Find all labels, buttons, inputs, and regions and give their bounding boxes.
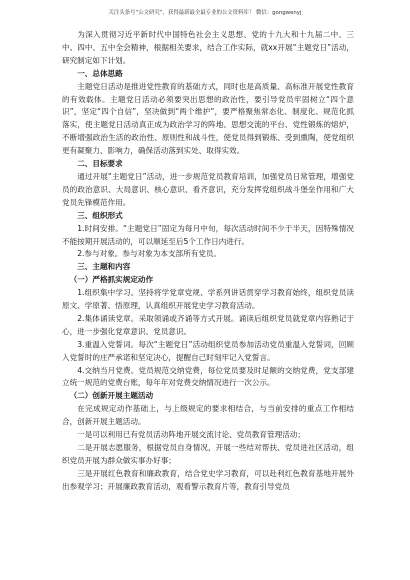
paragraph: 1.组织集中学习。坚持将学党章党规、学系列讲话贯穿学习教育始终，组织党员读原文、学原著、悟原理，认真组织开展党史学习教育活动。	[62, 288, 354, 311]
paragraph: 2.参与对象。参与对象为本支部所有党员。	[77, 249, 222, 259]
document-body	[62, 29, 354, 494]
section-heading: 二、目标要求	[77, 159, 123, 169]
paragraph: 在完成规定动作基础上，与上级规定的要求相结合，与当前安排的重点工作相结合，创新开展主题活动。	[62, 404, 354, 427]
paragraph: 通过开展“主题党日”活动，进一步规范党员教育培训，加强党员日常管理，增强党员的政治意识、大局意识、核心意识、看齐意识，充分发挥党组织战斗堡垒作用和广大党员先锋模范作用。	[62, 171, 354, 207]
section-heading: 三、主题和内容	[77, 262, 131, 272]
paragraph: 4.交纳当月党费。党员规范交纳党费，每位党员要及时足额的交纳党费，党支部建立统一规范的党费台账，每年年对党费交纳情况进行一次公示。	[62, 365, 354, 388]
paragraph: 3.重温入党誓词。每次“主题党日”活动组织党员参加活动党员重温入党誓词，回顾入党誓时的庄严承诺和坚定决心，提醒自己时刻牢记入党誓言。	[62, 339, 354, 362]
paragraph: 2.集体诵读党章。采取领诵或齐诵等方式开展。诵读后组织党员就党章内容熟记于心，进一步强化党章意识、党员意识。	[62, 313, 354, 336]
paragraph: 主题党日活动是推进党性教育的基础方式，同时也是高质量、高标准开展党性教育的有效载体。主题党日活动必须要突出思想的政治性，要引导党员牢固树立“四个意识”，坚定“四个自信”，坚决做到“两个维护”，要严格聚焦常态化、制度化、规范化抓落实，使主题党日活动真正成为政治学习的阵地、思想交流的平台、党性锻炼的熔炉，不断增强政治生活的政治性、原则性和战斗性，使党员得到锻炼、受到熏陶，使党组织更有凝聚力、影响力，确保活动落到实处、取得实效。	[62, 81, 354, 156]
subsection-heading: （一）严格抓实规定动作	[69, 275, 154, 285]
section-heading: 三、组织形式	[77, 210, 123, 220]
paragraph: 为深入贯彻习近平新时代中国特色社会主义思想、党的十九大和十九届二中、三中、四中、五中全会精神，根据相关要求，结合工作实际，就xx开展“主题党日”活动，研究制定如下计划。	[62, 30, 354, 65]
subsection-heading: （二）创新开展主题活动	[69, 391, 154, 401]
paragraph: 1.时间安排。“主题党日”固定为每月中旬，每次活动时间不少于半天，因特殊情况不能按期开展活动的，可以顺延至后5个工作日内进行。	[62, 223, 354, 246]
section-heading: 一、总体思路	[77, 68, 123, 78]
paragraph: 一是可以利用已有党员活动阵地开展交流讨论、党员教育管理活动；	[77, 430, 305, 440]
paragraph: 二是开展志愿服务，根据党员自身情况，开展一些结对帮扶、党员进社区活动，组织党员开展为群众做实事办好事；	[62, 443, 354, 465]
paragraph: 三是开展红色教育和廉政教育，结合党史学习教育，可以赴利红色教育基地开展外出参观学习；开展廉政教育活动，观看警示教育片等，教育引导党员	[62, 468, 354, 491]
watermark: 关注头条号“公文研究”，获得最新最全最专业的公文资料库！ 微信：gongwenyj	[108, 10, 302, 16]
